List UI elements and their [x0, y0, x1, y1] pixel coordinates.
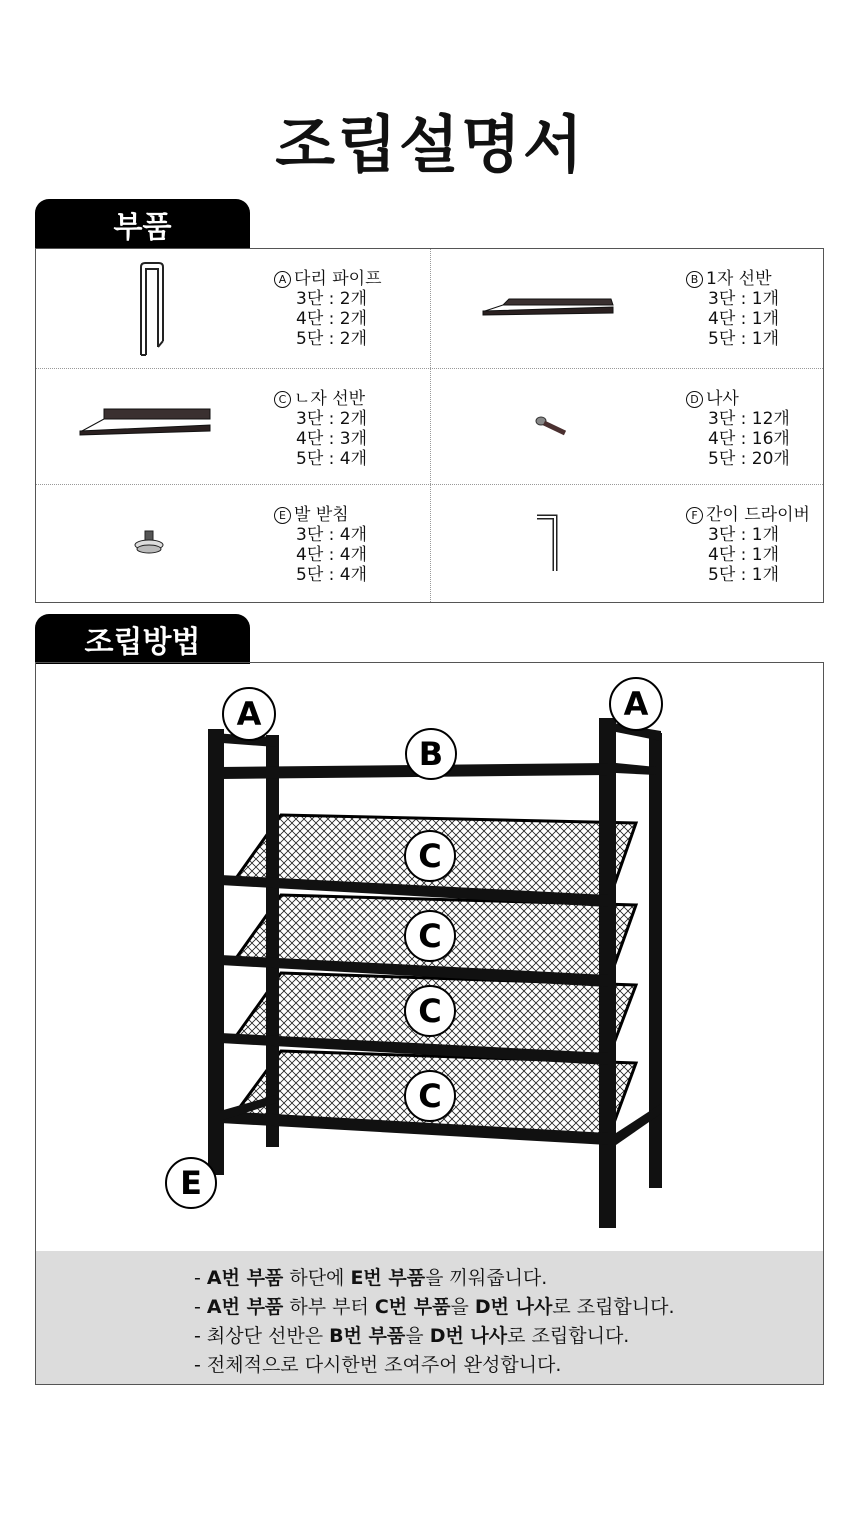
part-c-text: [274, 389, 367, 469]
note-1-text: 을 끼워줍니다.: [425, 1267, 548, 1289]
circled-letter-d: D: [686, 391, 703, 408]
svg-text:B: B: [418, 735, 444, 773]
assembly-panel: [35, 662, 824, 1385]
part-d-qty-3: 3단 : 12개: [708, 409, 790, 429]
part-e-qty-5: 5단 : 4개: [296, 565, 368, 585]
note-4: [194, 1350, 561, 1377]
part-d-qty-5: 5단 : 20개: [708, 449, 790, 469]
svg-text:C: C: [418, 917, 442, 955]
note-2-text: 을: [450, 1296, 475, 1318]
parts-section-header: 부품: [35, 199, 250, 249]
note-1-text: -: [194, 1267, 207, 1289]
part-a-qty-5: 5단 : 2개: [296, 329, 368, 349]
note-1-text: 하단에: [283, 1267, 351, 1289]
label-c-2: [405, 911, 455, 961]
foot-pad-image: [132, 529, 166, 557]
part-a-text: [274, 269, 382, 349]
page-title: 조립설명서: [275, 108, 585, 181]
part-e-cell: [36, 485, 430, 603]
part-d-cell: [431, 369, 825, 487]
part-b-text: [686, 269, 779, 349]
label-b: [406, 729, 456, 779]
part-c-cell: [36, 369, 430, 487]
circled-letter-f: F: [686, 507, 703, 524]
part-f-name: 간이 드라이버: [706, 505, 810, 525]
part-c-qty-4: 4단 : 3개: [296, 429, 368, 449]
note-3-text: - 최상단 선반은: [194, 1325, 330, 1347]
label-e: [166, 1158, 216, 1208]
circled-letter-e: E: [274, 507, 291, 524]
part-f-qty-3: 3단 : 1개: [708, 525, 780, 545]
circled-letter-b: B: [686, 271, 703, 288]
note-2-text: 하부 부터: [283, 1296, 375, 1318]
part-f-qty-4: 4단 : 1개: [708, 545, 780, 565]
svg-text:E: E: [180, 1164, 202, 1202]
part-d-qty-4: 4단 : 16개: [708, 429, 790, 449]
note-1-bold: E번 부품: [350, 1267, 426, 1289]
note-3-text: 로 조립합니다.: [507, 1325, 630, 1347]
part-e-text: [274, 505, 367, 585]
note-4-text: - 전체적으로 다시한번 조여주어 완성합니다.: [194, 1354, 562, 1376]
part-c-qty-3: 3단 : 2개: [296, 409, 368, 429]
part-f-qty-5: 5단 : 1개: [708, 565, 780, 585]
svg-text:C: C: [418, 992, 442, 1030]
note-2-bold: A번 부품: [206, 1296, 284, 1318]
note-2-bold: C번 부품: [374, 1296, 451, 1318]
circled-letter-a: A: [274, 271, 291, 288]
note-2: [194, 1292, 675, 1319]
leg-pipe-image: [136, 261, 166, 357]
circled-letter-c: C: [274, 391, 291, 408]
flat-shelf-image: [481, 293, 621, 323]
note-3: [194, 1321, 629, 1348]
part-d-text: [686, 389, 790, 469]
part-c-name: ㄴ자 선반: [294, 389, 366, 409]
note-2-bold: D번 나사: [474, 1296, 553, 1318]
part-e-qty-4: 4단 : 4개: [296, 545, 368, 565]
svg-text:A: A: [623, 685, 649, 723]
part-a-qty-3: 3단 : 2개: [296, 289, 368, 309]
part-c-qty-5: 5단 : 4개: [296, 449, 368, 469]
part-e-name: 발 받침: [294, 505, 349, 525]
svg-text:C: C: [418, 837, 442, 875]
note-2-text: 로 조립합니다.: [552, 1296, 675, 1318]
parts-table: [35, 248, 824, 603]
part-b-qty-3: 3단 : 1개: [708, 289, 780, 309]
svg-text:C: C: [418, 1077, 442, 1115]
note-2-text: -: [194, 1296, 207, 1318]
assembly-section-header: 조립방법: [35, 614, 250, 664]
label-c-1: [405, 831, 455, 881]
label-a-right: [610, 678, 662, 730]
note-3-bold: B번 부품: [329, 1325, 406, 1347]
part-f-cell: [431, 485, 825, 603]
part-b-qty-5: 5단 : 1개: [708, 329, 780, 349]
note-3-bold: D번 나사: [429, 1325, 508, 1347]
screw-image: [535, 415, 569, 439]
note-1: [194, 1263, 547, 1290]
l-shelf-image: [76, 405, 216, 439]
part-a-cell: [36, 249, 430, 367]
label-a-left: [223, 688, 275, 740]
svg-text:A: A: [236, 695, 262, 733]
assembly-notes: [36, 1251, 823, 1384]
note-1-bold: A번 부품: [206, 1267, 284, 1289]
part-a-qty-4: 4단 : 2개: [296, 309, 368, 329]
part-b-name: 1자 선반: [706, 269, 772, 289]
part-e-qty-3: 3단 : 4개: [296, 525, 368, 545]
part-b-qty-4: 4단 : 1개: [708, 309, 780, 329]
part-d-name: 나사: [706, 389, 739, 409]
label-c-3: [405, 986, 455, 1036]
note-3-text: 을: [405, 1325, 430, 1347]
hex-key-image: [535, 511, 565, 577]
shoe-rack-diagram: [36, 663, 823, 1251]
label-c-4: [405, 1071, 455, 1121]
part-b-cell: [431, 249, 825, 367]
part-f-text: [686, 505, 810, 585]
part-a-name: 다리 파이프: [294, 269, 382, 289]
